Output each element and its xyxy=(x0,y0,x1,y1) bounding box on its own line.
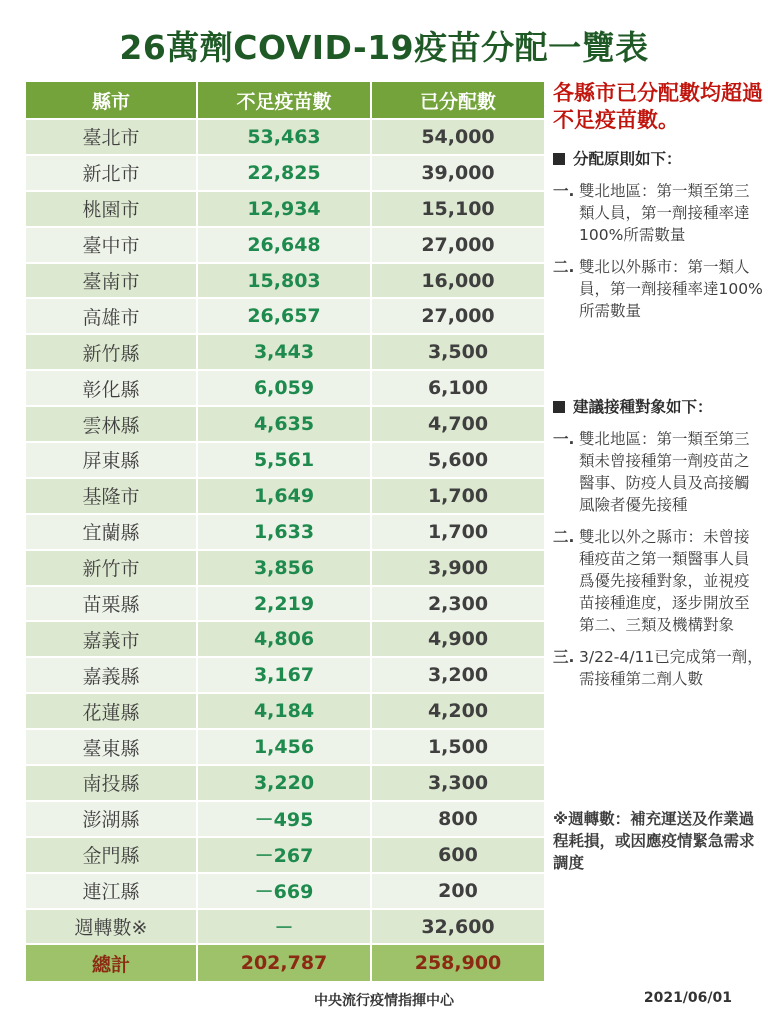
total-row xyxy=(26,945,544,981)
recommendation-text: 雙北以外之縣市：未曾接種疫苗之第一類醫事人員爲優先接種對象，並視疫苗接種進度，逐步開放至第二、三類及機構對象 xyxy=(579,528,750,634)
table-row xyxy=(26,299,544,333)
county-cell: 花蓮縣 xyxy=(26,694,196,728)
shortfall-cell: 1,633 xyxy=(198,515,370,549)
allocated-cell: 16,000 xyxy=(372,264,544,298)
shortfall-cell: 5,561 xyxy=(198,443,370,477)
shortfall-cell: 4,635 xyxy=(198,407,370,441)
footer-date: 2021/06/01 xyxy=(643,990,732,1006)
table-row xyxy=(26,120,544,154)
shortfall-cell: 3,856 xyxy=(198,551,370,585)
shortfall-cell: －669 xyxy=(198,874,370,908)
table-row xyxy=(26,694,544,728)
shortfall-cell: 1,649 xyxy=(198,479,370,513)
table-row xyxy=(26,658,544,692)
table-row xyxy=(26,802,544,836)
county-cell: 基隆市 xyxy=(26,479,196,513)
allocated-cell: 54,000 xyxy=(372,120,544,154)
principle-number: 一. xyxy=(553,182,575,200)
county-cell: 新竹縣 xyxy=(26,335,196,369)
principle-number: 二. xyxy=(553,258,575,276)
allocated-cell: 3,300 xyxy=(372,766,544,800)
allocated-cell: 3,900 xyxy=(372,551,544,585)
shortfall-cell: 53,463 xyxy=(198,120,370,154)
shortfall-cell: 4,806 xyxy=(198,622,370,656)
shortfall-cell: 2,219 xyxy=(198,587,370,621)
principles-section xyxy=(553,148,763,322)
allocated-cell: 32,600 xyxy=(372,910,544,944)
county-cell: 宜蘭縣 xyxy=(26,515,196,549)
allocated-cell: 1,700 xyxy=(372,479,544,513)
recommendations-section xyxy=(553,396,763,690)
shortfall-cell: 4,184 xyxy=(198,694,370,728)
total-shortfall: 202,787 xyxy=(198,945,370,981)
county-cell: 新北市 xyxy=(26,156,196,190)
table-row xyxy=(26,479,544,513)
table-row xyxy=(26,587,544,621)
shortfall-cell: 3,443 xyxy=(198,335,370,369)
table-row xyxy=(26,407,544,441)
allocated-cell: 27,000 xyxy=(372,228,544,262)
square-bullet-icon xyxy=(553,153,565,165)
county-cell: 臺南市 xyxy=(26,264,196,298)
table-row xyxy=(26,838,544,872)
county-cell: 金門縣 xyxy=(26,838,196,872)
county-cell: 新竹市 xyxy=(26,551,196,585)
principle-text: 雙北地區：第一類至第三類人員，第一劑接種率達100%所需數量 xyxy=(579,182,750,244)
table-row xyxy=(26,730,544,764)
square-bullet-icon xyxy=(553,401,565,413)
shortfall-cell: 22,825 xyxy=(198,156,370,190)
principle-item xyxy=(553,180,763,246)
recommendation-text: 雙北地區：第一類至第三類未曾接種第一劑疫苗之醫事、防疫人員及高接觸風險者優先接種 xyxy=(579,430,750,514)
page-title: 26萬劑COVID-19疫苗分配一覽表 xyxy=(119,28,649,67)
table-row xyxy=(26,551,544,585)
county-cell: 苗栗縣 xyxy=(26,587,196,621)
table-body xyxy=(26,120,544,943)
shortfall-cell: 26,648 xyxy=(198,228,370,262)
shortfall-cell: － xyxy=(198,910,370,944)
table-row xyxy=(26,264,544,298)
shortfall-cell: －267 xyxy=(198,838,370,872)
county-cell: 週轉數※ xyxy=(26,910,196,944)
recommendation-item xyxy=(553,428,763,516)
table-row xyxy=(26,228,544,262)
county-cell: 嘉義市 xyxy=(26,622,196,656)
county-cell: 澎湖縣 xyxy=(26,802,196,836)
table-row xyxy=(26,622,544,656)
turnover-footnote: ※週轉數：補充運送及作業過程耗損，或因應疫情緊急需求調度 xyxy=(553,810,755,872)
shortfall-cell: 6,059 xyxy=(198,371,370,405)
shortfall-cell: 1,456 xyxy=(198,730,370,764)
principle-text: 雙北以外縣市：第一類人員，第一劑接種率達100%所需數量 xyxy=(579,258,763,320)
shortfall-cell: 3,220 xyxy=(198,766,370,800)
table-row xyxy=(26,335,544,369)
table-row xyxy=(26,192,544,226)
table-row xyxy=(26,766,544,800)
table-row xyxy=(26,515,544,549)
allocated-cell: 1,500 xyxy=(372,730,544,764)
shortfall-cell: 12,934 xyxy=(198,192,370,226)
allocated-cell: 3,200 xyxy=(372,658,544,692)
recommendations-heading xyxy=(553,396,763,418)
county-cell: 臺北市 xyxy=(26,120,196,154)
header-county: 縣市 xyxy=(26,82,196,118)
county-cell: 彰化縣 xyxy=(26,371,196,405)
table-row xyxy=(26,371,544,405)
recommendation-item xyxy=(553,646,763,690)
county-cell: 臺東縣 xyxy=(26,730,196,764)
allocated-cell: 4,700 xyxy=(372,407,544,441)
total-label: 總計 xyxy=(26,945,196,981)
header-allocated: 已分配數 xyxy=(372,82,544,118)
county-cell: 高雄市 xyxy=(26,299,196,333)
county-cell: 連江縣 xyxy=(26,874,196,908)
allocated-cell: 4,900 xyxy=(372,622,544,656)
allocated-cell: 27,000 xyxy=(372,299,544,333)
county-cell: 雲林縣 xyxy=(26,407,196,441)
recommendation-number: 三. xyxy=(553,648,575,666)
vaccine-distribution-table xyxy=(24,80,546,983)
allocated-cell: 4,200 xyxy=(372,694,544,728)
county-cell: 屏東縣 xyxy=(26,443,196,477)
principles-heading-text: 分配原則如下： xyxy=(573,150,682,168)
county-cell: 南投縣 xyxy=(26,766,196,800)
footer-organization: 中央流行疫情指揮中心 xyxy=(314,993,454,1009)
table-row xyxy=(26,910,544,944)
county-cell: 嘉義縣 xyxy=(26,658,196,692)
shortfall-cell: －495 xyxy=(198,802,370,836)
allocated-cell: 200 xyxy=(372,874,544,908)
recommendation-number: 二. xyxy=(553,528,575,546)
allocated-cell: 5,600 xyxy=(372,443,544,477)
recommendation-text: 3/22-4/11已完成第一劑，需接種第二劑人數 xyxy=(579,648,763,688)
shortfall-cell: 3,167 xyxy=(198,658,370,692)
header-shortfall: 不足疫苗數 xyxy=(198,82,370,118)
recommendation-number: 一. xyxy=(553,430,575,448)
county-cell: 臺中市 xyxy=(26,228,196,262)
allocated-cell: 600 xyxy=(372,838,544,872)
highlight-note: 各縣市已分配數均超過不足疫苗數。 xyxy=(553,81,763,132)
table-row xyxy=(26,874,544,908)
total-allocated: 258,900 xyxy=(372,945,544,981)
principles-heading xyxy=(553,148,763,170)
shortfall-cell: 15,803 xyxy=(198,264,370,298)
principle-item xyxy=(553,256,763,322)
shortfall-cell: 26,657 xyxy=(198,299,370,333)
allocated-cell: 15,100 xyxy=(372,192,544,226)
allocated-cell: 800 xyxy=(372,802,544,836)
recommendation-item xyxy=(553,526,763,636)
table-row xyxy=(26,156,544,190)
recommendations-heading-text: 建議接種對象如下： xyxy=(573,398,713,416)
allocated-cell: 2,300 xyxy=(372,587,544,621)
allocated-cell: 39,000 xyxy=(372,156,544,190)
allocated-cell: 3,500 xyxy=(372,335,544,369)
allocated-cell: 6,100 xyxy=(372,371,544,405)
allocated-cell: 1,700 xyxy=(372,515,544,549)
table-header-row xyxy=(26,82,544,118)
table-row xyxy=(26,443,544,477)
county-cell: 桃園市 xyxy=(26,192,196,226)
